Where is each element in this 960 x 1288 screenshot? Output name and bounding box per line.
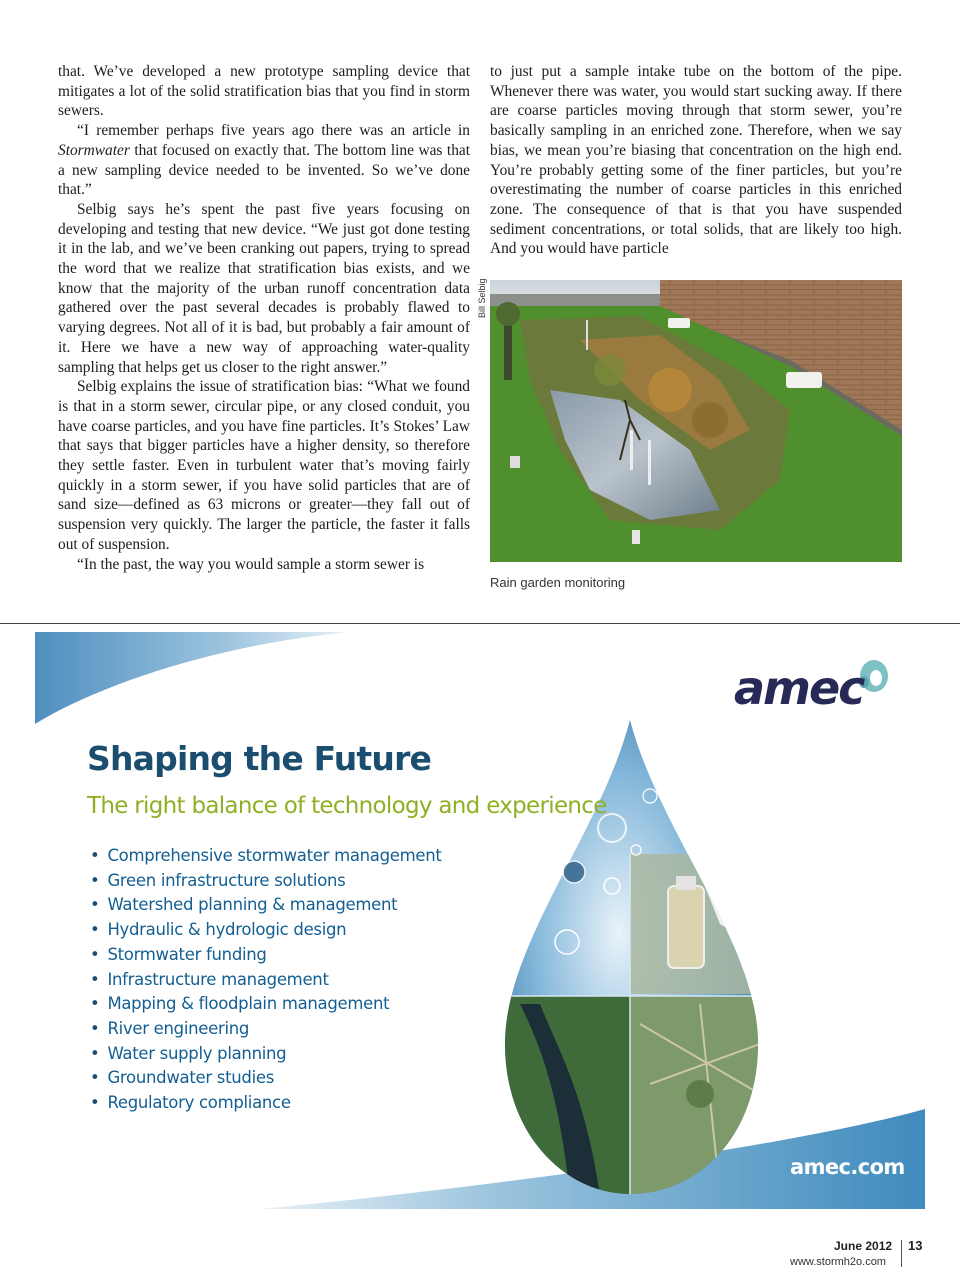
footer-divider <box>901 1240 902 1267</box>
list-item: • Mapping & floodplain management <box>90 992 442 1017</box>
photo-caption: Rain garden monitoring <box>490 575 626 590</box>
paragraph: “In the past, the way you would sample a storm sewer is <box>77 555 425 573</box>
rain-garden-photo <box>490 280 902 562</box>
list-item: • Comprehensive stormwater management <box>90 844 442 869</box>
article-right-column <box>490 62 902 259</box>
paragraph: Selbig explains the issue of stratification bias: “What we found is that in a storm sewer, circular pipe, or any closed conduit, you have coarse particles, and you have fine particles. It’s Stokes’ Law that says that bigger particles have a higher density, so therefore they settle faster. Even in turbulent water that’s moving fairly quickly in a storm sewer, if you have solid particles that are of sand size—defined as 63 microns or greater—they fall out of suspension very quickly. The larger the particle, the faster it falls out of suspension. <box>58 378 470 553</box>
magazine-website: www.stormh2o.com <box>790 1256 886 1268</box>
list-item: • Watershed planning & management <box>90 893 442 918</box>
photo-credit: Bill Selbig <box>477 278 487 318</box>
paragraph: to just put a sample intake tube on the bottom of the pipe. Whenever there was water, you would start sucking away. If there are coarse particles moving through that storm sewer, you’re basically sampling in an enriched zone. Therefore, when we say bias, we mean you’re biasing that concentration on the high end. You’re probably getting some of the finer particles, but you’re overestimating the number of coarse particles in this enriched zone. The consequence of that is that you have suspended sediment concentrations, or total solids, that are likely too high. And you would have particle <box>490 63 902 258</box>
article-left-column <box>58 62 470 574</box>
page-number: 13 <box>908 1238 923 1253</box>
list-item: • Green infrastructure solutions <box>90 869 442 894</box>
list-item: • Stormwater funding <box>90 943 442 968</box>
list-item: • Hydraulic & hydrologic design <box>90 918 442 943</box>
ad-services-list <box>90 844 442 1116</box>
ad-title: Shaping the Future <box>87 739 432 778</box>
ad-subtitle: The right balance of technology and experience <box>87 793 607 819</box>
list-item: • Groundwater studies <box>90 1066 442 1091</box>
paragraph: that. We’ve developed a new prototype sampling device that mitigates a lot of the solid stratification bias that you find in storm sewers. <box>58 63 470 120</box>
amec-logo: amec <box>734 661 864 715</box>
list-item: • Regulatory compliance <box>90 1091 442 1116</box>
list-item: • Water supply planning <box>90 1042 442 1067</box>
paragraph: “I remember perhaps five years ago there was an article in Stormwater that focused on exactly that. The bottom line was that a new sampling device needed to be invented. So we’ve done that.” <box>58 122 470 199</box>
list-item: • River engineering <box>90 1017 442 1042</box>
ad-website-link[interactable]: amec.com <box>790 1155 905 1179</box>
paragraph: Selbig says he’s spent the past five years focusing on developing and testing that new device. “We just got done testing it in the lab, and we’ve been cranking out papers, trying to spread the word that we realize that stratification bias exists, and we know that the majority of the urban runoff concentration data gathered over the past several decades is probably flawed to varying degrees. Not all of it is bad, but probably a fair amount of it. Here we have a new way of approaching water-quality sampling that helps get us closer to the right answer.” <box>58 200 470 376</box>
issue-date: June 2012 <box>834 1239 893 1253</box>
publication-name: Stormwater <box>58 141 130 159</box>
list-item: • Infrastructure management <box>90 968 442 993</box>
